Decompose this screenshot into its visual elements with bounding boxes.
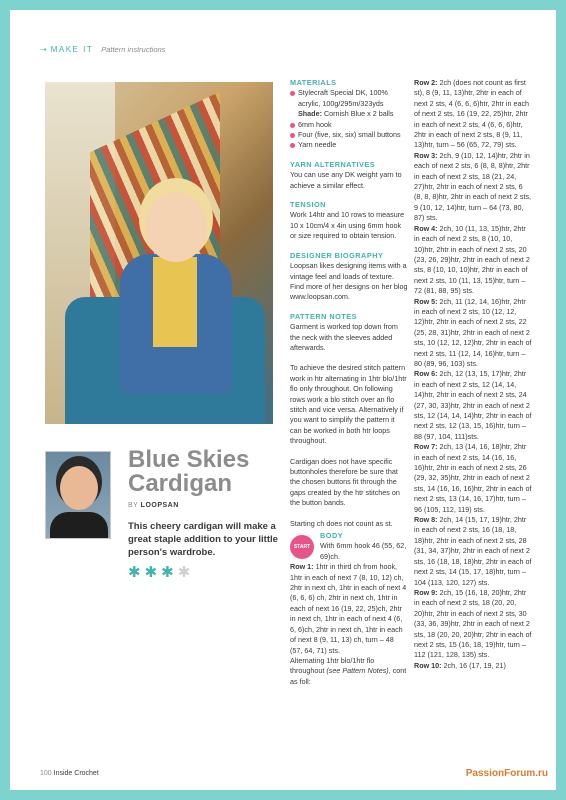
star-icon: ✱ (177, 564, 191, 581)
intro-text: This cheery cardigan will make a great staple addition to your little person's wardrobe. (128, 521, 278, 558)
difficulty-rating (128, 565, 190, 580)
body-intro: With 6mm hook 46 (55, 62, 69)ch. (320, 541, 407, 561)
notes-p2: To achieve the desired stitch pattern work in htr alternating in 1htr blo/1htr flo only throughout. On following rows work a blo stitch over an flo stitch and vice versa. Alternatively if you want to simplify the pattern it can be worked in both htr loops throughout. (290, 363, 407, 446)
watermark: PassionForum.ru (465, 768, 548, 779)
pattern-row: Row 9: 2ch, 15 (16, 18, 20)htr, 2htr in each of next 2 sts, 18 (20, 20, 20)htr, 2htr in each of next 2 sts, 30 (33, 36, 39)htr, 2htr in each of next 2 sts, 18 (20, 20, 20)htr, 2htr in each of next 2 sts, 15 (16, 18, 19)htr, turn – 112 (121, 128, 135) sts. (414, 587, 532, 660)
material-needle: Yarn needle (290, 140, 408, 150)
pattern-row: Row 4: 2ch, 10 (11, 13, 15)htr, 2htr in each of next 2 sts, 8 (10, 10, 10)htr, 2htr in each of next 2 sts, 20 (23, 26, 29)htr, 2htr in each of next 2 sts, 8 (10, 10, 10)htr, 2htr in each of next 2 sts, 10 (11, 13, 15)htr, turn – 72 (81, 88, 95) sts. (414, 223, 530, 296)
alt-note: Alternating 1htr blo/1htr flo throughout (see Pattern Notes), cont as foll: (290, 655, 407, 686)
yarn-alt-heading: YARN ALTERNATIVES (290, 159, 376, 169)
bio-text: Loopsan likes designing items with a vintage feel and loads of texture. Find more of her designs on her blog www.loopsan.com. (290, 261, 408, 302)
material-hook: 6mm hook (290, 120, 408, 130)
column-right (414, 78, 532, 671)
material-shade: Shade: Cornish Blue x 2 balls (298, 109, 394, 119)
notes-heading: PATTERN NOTES (290, 311, 358, 321)
material-buttons: Four (five, six, six) small buttons (290, 130, 408, 140)
star-icon: ✱ (144, 564, 158, 581)
byline: BY LOOPSAN (128, 502, 179, 509)
yarn-alt-text: You can use any DK weight yarn to achieve a similar effect. (290, 170, 402, 190)
notes-p4: Starting ch does not count as st. (290, 518, 393, 528)
pattern-row: Row 8: 2ch, 14 (15, 17, 19)htr, 2htr in each of next 2 sts, 16 (18, 18, 18)htr, 2htr in each of next 2 sts, 28 (31, 34, 37)htr, 2htr in each of next 2 sts, 16 (18, 18, 18)htr, 2htr in each of next 2 sts, 14 (15, 17, 18)htr, turn – 104 (113, 120, 127) sts. (414, 515, 532, 587)
material-yarn: Stylecraft Special DK, 100% acrylic, 100g/295m/323yds (290, 88, 408, 109)
star-icon: ✱ (161, 564, 174, 581)
section-sub: Pattern instructions (101, 45, 166, 54)
section-label: MAKE IT (50, 45, 94, 54)
pattern-row: Row 2: 2ch (does not count as first st), 8 (9, 11, 13)htr, 2htr in each of next 2 sts, 4 (6, 6, 6)htr, 2htr in each of next 2 sts, 16 (19, 22, 25)htr, 2htr in each of next 2 sts, 4 (6, 6, 6)htr, 2htr in each of next 2 sts, 8 (9, 11, 13)htr, turn – 56 (65, 72, 79) sts. (414, 78, 530, 150)
pattern-row: Row 3: 2ch, 9 (10, 12, 14)htr, 2htr in each of next 2 sts, 6 (8, 8, 8)htr, 2htr in each of next 2 sts, 18 (21, 24, 27)htr, 2htr in each of next 2 sts, 6 (8, 8, 8)htr, 2htr in each of next 2 sts, 9 (10, 12, 14)htr, turn – 64 (73, 80, 87) sts. (414, 150, 532, 223)
pattern-row: Row 5: 2ch, 11 (12, 14, 16)htr, 2htr in each of next 2 sts, 10 (12, 12, 12)htr, 2htr in each of next 2 sts, 22 (25, 28, 31)htr, 2htr in each of next 2 sts, 10 (12, 12, 12)htr, 2htr in each of next 2 sts, 11 (12, 14, 16)htr, turn – 80 (89, 96, 103) sts. (414, 296, 532, 368)
page-footer: 100 Inside Crochet (40, 770, 99, 777)
body-section (290, 531, 408, 562)
pattern-row: Row 7: 2ch, 13 (14, 16, 18)htr, 2htr in each of next 2 sts, 14 (16, 16, 16)htr, 2htr in each of next 2 sts, 26 (29, 32, 35)htr, 2htr in each of next 2 sts, 14 (16, 16, 16)htr, 2htr in each of next 2 sts, 13 (14, 16, 17)htr, turn – 96 (105, 112, 119) sts. (414, 442, 532, 514)
bio-heading: DESIGNER BIOGRAPHY (290, 250, 384, 260)
pattern-title: Blue Skies Cardigan (128, 446, 250, 497)
start-badge: START (290, 535, 314, 559)
body-heading: BODY (320, 531, 344, 541)
row-1: Row 1: 1htr in third ch from hook, 1htr in each of next 7 (8, 10, 12) ch, 2htr in next ch, 1htr in each of next 4 (6, 6, 6) ch, 2htr in next ch, 1htr in each of next 16 (19, 22, 25)ch, 2htr in next ch, 1htr in each of next 4 (6, 6, 6)ch, 2htr in next ch, 1htr in each of next 8 (9, 11, 13) ch, turn – 48 (57, 64, 71) sts. (290, 562, 407, 655)
pattern-row: Row 6: 2ch, 12 (13, 15, 17)htr, 2htr in each of next 2 sts, 12 (14, 14, 14)htr, 2htr in each of next 2 sts, 24 (27, 30, 33)htr, 2htr in each of next 2 sts, 12 (14, 14, 14)htr, 2htr in each of next 2 sts, 12 (13, 15, 16)htr, turn – 88 (97, 104, 111)sts. (414, 369, 532, 441)
pattern-row: Row 10: 2ch, 16 (17, 19, 21) (414, 660, 506, 670)
arrow-icon: ⇢ (40, 45, 47, 54)
tension-text: Work 14htr and 10 rows to measure 10 x 10cm/4 x 4in using 6mm hook or size required to obtain tension. (290, 210, 405, 241)
cardigan-photo (45, 82, 273, 424)
section-header (40, 45, 165, 54)
star-icon: ✱ (128, 564, 141, 581)
materials-heading: MATERIALS (290, 78, 337, 87)
tension-heading: TENSION (290, 200, 326, 210)
notes-p1: Garment is worked top down from the neck with the sleeves added afterwards. (290, 322, 398, 352)
column-left (290, 78, 408, 687)
notes-p3: Cardigan does not have specific buttonholes therefore be sure that the chosen buttons fit through the gaps created by the htr stitches on the button bands. (290, 456, 400, 508)
designer-portrait (45, 451, 111, 539)
